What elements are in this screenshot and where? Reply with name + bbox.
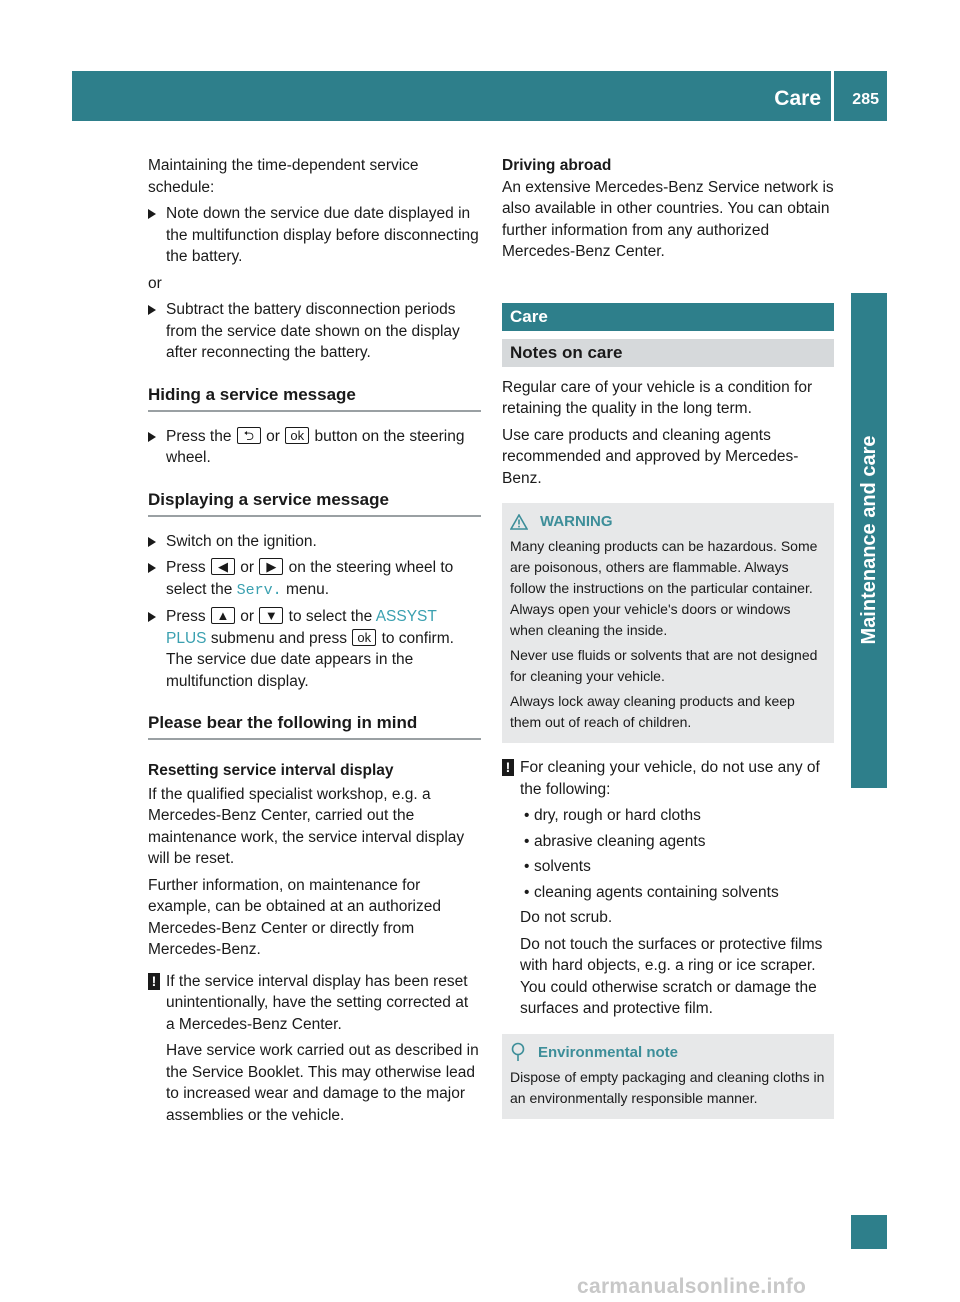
- warning-title: WARNING: [510, 511, 826, 532]
- section-heading-mind: Please bear the following in mind: [148, 712, 481, 740]
- paragraph: An extensive Mercedes-Benz Service network is also available in other countries. You can obtain further information from any authorized Mercedes-Benz Center.: [502, 178, 834, 260]
- step-arrow-icon: [148, 563, 156, 573]
- section-heading-hiding: Hiding a service message: [148, 384, 481, 412]
- instruction-step: Subtract the battery disconnection periods from the service date shown on the display after reconnecting the battery.: [148, 299, 481, 364]
- ok-button-icon: ok: [285, 427, 309, 444]
- environmental-note-title: Environmental note: [510, 1042, 826, 1063]
- caution-note: ! For cleaning your vehicle, do not use any of the following: • dry, rough or hard cloths • abrasive cleaning agents • solvents • cleaning agents containing solvents Do not scrub. Do not touch the surfaces or protective films with hard objects, e.g. a ring or ice scraper. You could otherwise scratch or damage the surfaces and protective film.: [502, 757, 834, 1020]
- step-arrow-icon: [148, 305, 156, 315]
- chapter-tab-label: Maintenance and care: [858, 435, 880, 645]
- exclamation-icon: !: [148, 973, 160, 990]
- paragraph: Regular care of your vehicle is a condition for retaining the quality in the long term.: [502, 378, 813, 417]
- instruction-step: Note down the service due date displayed in the multifunction display before disconnecting the battery.: [148, 203, 481, 268]
- header-divider: [831, 71, 834, 121]
- paragraph: Use care products and cleaning agents recommended and approved by Mercedes-Benz.: [502, 426, 799, 487]
- display-submenu-name: ASSYST PLUS: [166, 608, 437, 647]
- caution-note: ! If the service interval display has been reset unintentionally, have the setting corrected at a Mercedes-Benz Center. Have service work carried out as described in the Service Booklet. This may otherwise lead to increased wear and damage to the major assemblies or the vehicle.: [148, 971, 481, 1127]
- instruction-step: Press ▲ or ▼ to select the ASSYST PLUS submenu and press ok to confirm. The service due date appears in the multifunction display.: [148, 606, 481, 692]
- bullet-list: [520, 805, 834, 903]
- bullet-item: • cleaning agents containing solvents: [520, 882, 834, 904]
- subheading-abroad: Driving abroad: [502, 157, 612, 174]
- header-bar: [72, 71, 887, 121]
- left-column: [148, 155, 481, 1131]
- notes-subsection-bar: Notes on care: [502, 339, 834, 367]
- page-number: 285: [852, 91, 879, 108]
- ok-button-icon: ok: [352, 629, 376, 646]
- step-arrow-icon: [148, 612, 156, 622]
- instruction-step: Press the ⮌ or ok button on the steering wheel.: [148, 426, 481, 469]
- chapter-marker: [851, 1215, 887, 1249]
- step-arrow-icon: [148, 432, 156, 442]
- display-menu-name: Serv.: [236, 581, 282, 599]
- section-title: Care: [774, 87, 821, 110]
- intro-text: Maintaining the time-dependent service schedule:: [148, 157, 419, 196]
- chapter-tab: [851, 293, 887, 788]
- bullet-item: • dry, rough or hard cloths: [520, 805, 834, 827]
- section-heading-displaying: Displaying a service message: [148, 489, 481, 517]
- bullet-item: • solvents: [520, 856, 834, 878]
- warning-box: WARNING Many cleaning products can be hazardous. Some are poisonous, others are flammable. Always follow the instructions on the particular container. Always open your vehicle's doors or windows when cleaning the inside. Never use fluids or solvents that are not designed for cleaning your vehicle. Always lock away cleaning products and keep them out of reach of children.: [502, 503, 834, 743]
- warning-triangle-icon: [510, 514, 528, 530]
- step-arrow-icon: [148, 537, 156, 547]
- or-text: or: [148, 274, 162, 292]
- paragraph: If the qualified specialist workshop, e.g. a Mercedes-Benz Center, carried out the maintenance work, the service interval display will be reset.: [148, 785, 465, 867]
- left-arrow-button-icon: ◀: [211, 558, 235, 575]
- right-column: [502, 155, 834, 1133]
- lightbulb-icon: [510, 1042, 526, 1062]
- step-arrow-icon: [148, 209, 156, 219]
- up-arrow-button-icon: ▲: [211, 607, 235, 624]
- paragraph: Further information, on maintenance for example, can be obtained at an authorized Mercedes-Benz Center or directly from Mercedes-Benz.: [148, 876, 441, 958]
- back-button-icon: ⮌: [237, 427, 261, 444]
- subheading-reset: Resetting service interval display: [148, 762, 394, 779]
- bullet-item: • abrasive cleaning agents: [520, 831, 834, 853]
- down-arrow-button-icon: ▼: [259, 607, 283, 624]
- right-arrow-button-icon: ▶: [259, 558, 283, 575]
- instruction-step: Switch on the ignition.: [148, 531, 481, 553]
- exclamation-icon: !: [502, 759, 514, 776]
- care-section-bar: Care: [502, 303, 834, 331]
- watermark-logo: carmanualsonline.info: [577, 1275, 807, 1298]
- instruction-step: Press ◀ or ▶ on the steering wheel to select the Serv. menu.: [148, 557, 481, 601]
- environmental-note-box: Environmental note Dispose of empty packaging and cleaning cloths in an environmentally responsible manner.: [502, 1034, 834, 1119]
